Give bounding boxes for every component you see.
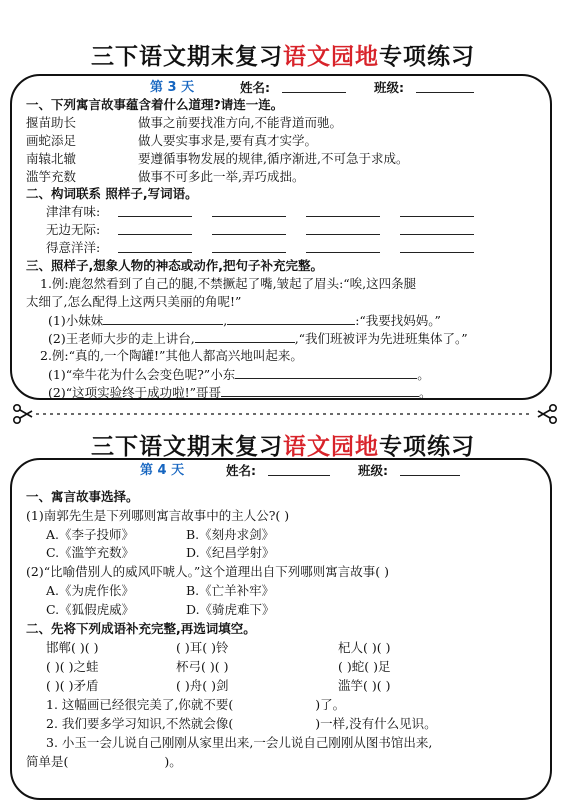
day4-title-post: 专项练习 [379,434,475,460]
day3-q1-blank1[interactable] [103,312,223,325]
day3-meaning-1[interactable]: 做事之前要找准方向,不能背道而驰。 [138,115,342,130]
day4-fill3-end: )。 [164,754,182,769]
day4-fill2 [46,716,437,732]
day3-question4 [48,384,432,401]
day4-class-field[interactable] [400,463,460,480]
day4-fill1-end: )了。 [315,697,346,712]
day4-q2-option-a[interactable]: A.《为虎作伥》 [46,583,135,598]
day3-word-1: 津津有味: [46,204,101,219]
day4-q1-option-b[interactable]: B.《刻舟求剑》 [186,527,275,542]
day3-q1-text: (1)小妹妹 [48,313,104,328]
day4-title-pre: 三下语文期末复习 [91,434,283,460]
day4-question2: (2)“比喻借别人的威风吓唬人。”这个道理出自下列哪则寓言故事( ) [26,564,389,579]
day4-idiom-2-1[interactable]: ( )( )之蛙 [46,659,99,674]
day3-q4-end: 。 [419,385,432,400]
day3-idiom-1[interactable]: 揠苗助长 [26,115,77,130]
day3-q1-quote: :“我要找妈妈。” [355,313,441,328]
day4-title [0,428,566,461]
day3-name-field[interactable] [282,80,346,97]
day3-title-pre: 三下语文期末复习 [91,44,283,70]
day3-example1-line2: 太细了,怎么配得上这两只美丽的角呢!” [26,294,242,309]
day3-question3 [48,366,430,383]
day4-idiom-1-3[interactable]: 杞人( )( ) [338,640,391,655]
day4-idiom-1-1[interactable]: 邯郸( )( ) [46,640,99,655]
day3-word-blanks-2[interactable] [118,222,474,239]
day4-idiom-1-2[interactable]: ( )耳( )铃 [176,640,229,655]
day3-section2-heading: 二、构词联系 照样子,写词语。 [26,186,198,201]
day3-question2 [48,330,468,347]
day4-idiom-3-1[interactable]: ( )( )矛盾 [46,678,99,693]
day3-section1-heading: 一、下列寓言故事蕴含着什么道理?请连一连。 [26,97,284,112]
scissors-icon-right [538,405,556,423]
day4-fill2-end: )一样,没有什么见识。 [315,716,437,731]
day3-q1-comma: , [223,313,228,328]
day4-q2-option-c[interactable]: C.《狐假虎威》 [46,602,135,617]
day4-fill3-line2 [26,754,182,770]
day3-q1-blank2[interactable] [227,312,355,325]
day3-class-field[interactable] [416,80,474,97]
day4-q1-option-a[interactable]: A.《李子投师》 [46,527,135,542]
day3-q3-end: 。 [417,367,430,382]
day3-idiom-2[interactable]: 画蛇添足 [26,133,77,148]
day3-q4-blank[interactable] [221,384,419,397]
day3-q3-text: (1)“牵牛花为什么会变色呢?”小东 [48,367,236,382]
day3-meaning-3[interactable]: 要遵循事物发展的规律,循序渐进,不可急于求成。 [138,151,409,166]
day4-name-field[interactable] [268,463,330,480]
day4-fill3-line1: 3. 小玉一会儿说自己刚刚从家里出来,一会儿说自己刚刚从图书馆出来, [46,735,433,750]
scissors-icon [14,405,32,423]
day4-name-label: 姓名: [226,463,256,478]
day3-word-3: 得意洋洋: [46,240,101,255]
day4-title-highlight: 语文园地 [283,434,379,460]
day3-q4-text: (2)“这项实验终于成功啦!”哥哥 [48,385,222,400]
day4-day-label: 第 4 天 [140,463,185,478]
day4-idiom-3-3[interactable]: 滥竽( )( ) [338,678,391,693]
day4-idiom-2-3[interactable]: ( )蛇( )足 [338,659,391,674]
day4-fill1-text: 1. 这幅画已经很完美了,你就不要( [46,697,234,712]
day4-section1-heading: 一、寓言故事选择。 [26,489,139,504]
day3-q2-quote: ,“我们班被评为先进班集体了。” [294,331,468,346]
day3-title [0,38,566,71]
day4-class-label: 班级: [358,463,388,478]
day3-title-highlight: 语文园地 [283,44,379,70]
day4-q1-option-c[interactable]: C.《滥竽充数》 [46,545,135,560]
day3-idiom-3[interactable]: 南辕北辙 [26,151,77,166]
day3-name-label: 姓名: [240,80,270,95]
day4-q2-option-b[interactable]: B.《亡羊补牢》 [186,583,275,598]
day3-idiom-4[interactable]: 滥竽充数 [26,169,77,184]
day3-meaning-2[interactable]: 做人要实事求是,要有真才实学。 [138,133,317,148]
day3-title-post: 专项练习 [379,44,475,70]
day3-section3-heading: 三、照样子,想象人物的神态或动作,把句子补充完整。 [26,258,323,273]
day3-word-blanks-3[interactable] [118,240,474,257]
cut-line [12,404,558,424]
day4-question1: (1)南郭先生是下列哪则寓言故事中的主人公?( ) [26,508,290,523]
day4-idiom-2-2[interactable]: 杯弓( )( ) [176,659,229,674]
day3-day-label: 第 3 天 [150,80,195,95]
day4-q2-option-d[interactable]: D.《骑虎难下》 [186,602,275,617]
day3-q2-text: (2)王老师大步的走上讲台, [48,331,195,346]
day3-class-label: 班级: [374,80,404,95]
day4-q1-option-d[interactable]: D.《纪昌学射》 [186,545,275,560]
day4-idiom-3-2[interactable]: ( )舟( )剑 [176,678,229,693]
day3-question1 [48,312,441,329]
day3-word-blanks-1[interactable] [118,204,474,221]
day4-fill3-text: 简单是( [26,754,69,769]
day3-example2: 2.例:“真的,一个陶罐!”其他人都高兴地叫起来。 [40,348,303,363]
day4-fill1 [46,697,345,713]
day3-q3-blank[interactable] [235,366,417,379]
day3-example1-line1: 1.例:鹿忽然看到了自己的腿,不禁撅起了嘴,皱起了眉头:“唉,这四条腿 [40,276,417,291]
day3-q2-blank[interactable] [195,330,295,343]
day3-meaning-4[interactable]: 做事不可多此一举,弄巧成拙。 [138,169,305,184]
day4-fill2-text: 2. 我们要多学习知识,不然就会像( [46,716,234,731]
day4-section2-heading: 二、先将下列成语补充完整,再选词填空。 [26,621,256,636]
day3-word-2: 无边无际: [46,222,101,237]
